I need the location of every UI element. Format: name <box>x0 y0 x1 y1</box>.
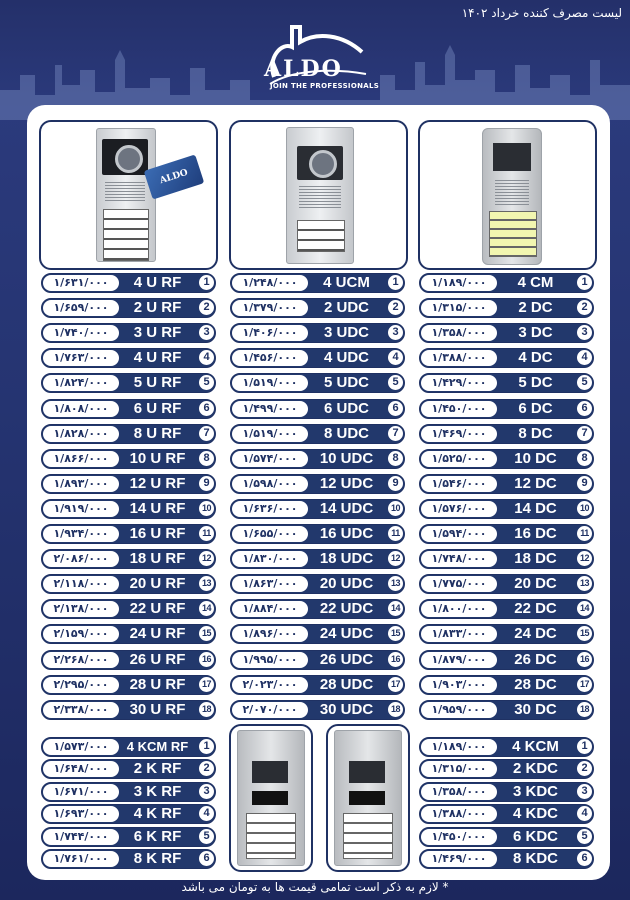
row-number: 9 <box>199 476 214 491</box>
price-value: ۱/۷۴۰/۰۰۰ <box>43 325 119 341</box>
price-row-dc <box>419 474 594 494</box>
price-value: ۱/۴۹۹/۰۰۰ <box>232 401 308 417</box>
price-value: ۱/۱۸۹/۰۰۰ <box>421 275 497 291</box>
price-value: ۲/۲۹۵/۰۰۰ <box>43 677 119 693</box>
row-number: 13 <box>388 576 403 591</box>
model-name: 16 UDC <box>319 525 374 542</box>
model-name: 30 DC <box>514 700 557 718</box>
price-row-dc <box>419 700 594 720</box>
price-value: ۱/۴۶۹/۰۰۰ <box>421 426 497 442</box>
price-row-urf <box>41 574 216 594</box>
price-value: ۱/۳۵۸/۰۰۰ <box>421 325 497 341</box>
price-row-dc <box>419 273 594 293</box>
price-value: ۱/۶۳۱/۰۰۰ <box>43 275 119 291</box>
model-name: 16 DC <box>514 525 557 542</box>
row-number: 13 <box>577 576 592 591</box>
price-row-kdc <box>419 759 594 779</box>
price-value: ۱/۸۳۳/۰۰۰ <box>421 626 497 642</box>
model-name: 6 DC <box>518 399 553 417</box>
price-row-urf <box>41 650 216 670</box>
price-value: ۱/۶۷۱/۰۰۰ <box>43 784 119 800</box>
price-value: ۱/۴۵۰/۰۰۰ <box>421 829 497 845</box>
model-name: 28 UDC <box>319 675 374 693</box>
price-row-dc <box>419 599 594 619</box>
row-number: 17 <box>199 677 214 692</box>
row-number: 16 <box>199 652 214 667</box>
price-value: ۱/۴۰۶/۰۰۰ <box>232 325 308 341</box>
model-name: 26 UDC <box>319 650 374 668</box>
price-row-dc <box>419 373 594 393</box>
row-number: 12 <box>577 551 592 566</box>
model-name: 22 DC <box>514 600 557 618</box>
row-number: 5 <box>577 375 592 390</box>
price-row-dc <box>419 574 594 594</box>
intercom-panel-graphic <box>482 128 542 265</box>
price-row-urf <box>41 399 216 419</box>
model-name: 2 UDC <box>323 299 369 317</box>
price-value: ۱/۷۶۳/۰۰۰ <box>43 350 119 366</box>
row-number: 2 <box>577 761 592 776</box>
price-value: ۱/۸۲۸/۰۰۰ <box>43 426 119 442</box>
model-name: 14 DC <box>514 499 557 517</box>
model-name: 4 DC <box>518 349 553 367</box>
price-value: ۱/۸۸۴/۰۰۰ <box>232 601 308 617</box>
price-row-udc <box>230 650 405 670</box>
price-value: ۱/۸۹۶/۰۰۰ <box>232 626 308 642</box>
row-number: 18 <box>577 702 592 717</box>
price-row-krf <box>41 849 216 869</box>
model-name: 4 KCM <box>512 738 559 755</box>
price-value: ۱/۹۳۴/۰۰۰ <box>43 526 119 542</box>
row-number: 3 <box>577 784 592 799</box>
model-name: 4 U RF <box>133 349 182 367</box>
model-name: 28 U RF <box>129 675 186 693</box>
row-number: 1 <box>199 275 214 290</box>
row-number: 7 <box>388 426 403 441</box>
price-value: ۱/۹۱۹/۰۰۰ <box>43 501 119 517</box>
row-number: 1 <box>577 739 592 754</box>
product-photo-urf <box>39 120 218 270</box>
model-name: 6 UDC <box>323 399 369 417</box>
model-name: 24 U RF <box>129 625 186 643</box>
price-row-dc <box>419 675 594 695</box>
model-name: 30 U RF <box>129 700 186 718</box>
price-row-dc <box>419 449 594 469</box>
price-value: ۱/۷۷۵/۰۰۰ <box>421 576 497 592</box>
row-number: 5 <box>388 375 403 390</box>
row-number: 3 <box>577 325 592 340</box>
price-value: ۲/۰۲۳/۰۰۰ <box>232 677 308 693</box>
row-number: 18 <box>388 702 403 717</box>
model-name: 20 DC <box>514 575 557 593</box>
row-number: 11 <box>577 526 592 541</box>
price-row-kdc <box>419 849 594 869</box>
model-name: 20 U RF <box>129 575 186 593</box>
price-value: ۱/۸۷۹/۰۰۰ <box>421 652 497 668</box>
row-number: 6 <box>577 401 592 416</box>
row-number: 4 <box>388 350 403 365</box>
model-name: 6 U RF <box>133 399 182 417</box>
price-value: ۲/۰۸۶/۰۰۰ <box>43 551 119 567</box>
row-number: 15 <box>199 626 214 641</box>
price-value: ۱/۳۱۵/۰۰۰ <box>421 300 497 316</box>
row-number: 8 <box>388 451 403 466</box>
price-row-udc <box>230 499 405 519</box>
price-row-udc <box>230 323 405 343</box>
row-number: 17 <box>577 677 592 692</box>
model-name: 20 UDC <box>319 575 374 593</box>
model-name: 4 KCM RF <box>126 739 189 754</box>
model-name: 12 UDC <box>319 474 374 492</box>
model-name: 8 U RF <box>133 424 182 442</box>
row-number: 12 <box>388 551 403 566</box>
model-name: 4 UDC <box>323 349 369 367</box>
price-row-kdc <box>419 737 594 757</box>
model-name: 4 UCM <box>323 274 370 291</box>
price-value: ۱/۸۳۰/۰۰۰ <box>232 551 308 567</box>
row-number: 11 <box>199 526 214 541</box>
row-number: 13 <box>199 576 214 591</box>
model-name: 24 UDC <box>319 625 374 643</box>
price-value: ۱/۸۹۳/۰۰۰ <box>43 476 119 492</box>
row-number: 16 <box>577 652 592 667</box>
model-name: 10 UDC <box>319 449 374 467</box>
model-name: 10 DC <box>514 449 557 467</box>
price-row-dc <box>419 650 594 670</box>
price-row-dc <box>419 399 594 419</box>
model-name: 10 U RF <box>129 449 186 467</box>
row-number: 5 <box>199 375 214 390</box>
price-value: ۱/۸۰۸/۰۰۰ <box>43 401 119 417</box>
price-value: ۲/۱۵۹/۰۰۰ <box>43 626 119 642</box>
price-row-urf <box>41 273 216 293</box>
model-name: 8 UDC <box>323 424 369 442</box>
price-row-udc <box>230 624 405 644</box>
price-value: ۲/۰۷۰/۰۰۰ <box>232 702 308 718</box>
price-value: ۱/۶۴۸/۰۰۰ <box>43 761 119 777</box>
row-number: 8 <box>577 451 592 466</box>
model-name: 14 U RF <box>129 499 186 517</box>
price-row-krf <box>41 759 216 779</box>
model-name: 4 U RF <box>133 274 182 291</box>
price-row-urf <box>41 373 216 393</box>
price-row-dc <box>419 624 594 644</box>
price-list-date-note: لیست مصرف کننده خرداد ۱۴۰۲ <box>461 6 622 20</box>
price-value: ۱/۷۴۴/۰۰۰ <box>43 829 119 845</box>
model-name: 18 DC <box>514 550 557 568</box>
row-number: 18 <box>199 702 214 717</box>
price-row-kdc <box>419 804 594 824</box>
price-value: ۱/۴۵۰/۰۰۰ <box>421 401 497 417</box>
price-value: ۱/۷۶۱/۰۰۰ <box>43 851 119 867</box>
model-name: 2 U RF <box>133 299 182 317</box>
price-value: ۱/۵۷۳/۰۰۰ <box>43 739 119 755</box>
row-number: 6 <box>388 401 403 416</box>
price-row-dc <box>419 348 594 368</box>
model-name: 2 DC <box>518 299 553 317</box>
price-row-udc <box>230 348 405 368</box>
price-row-urf <box>41 348 216 368</box>
model-name: 26 U RF <box>129 650 186 668</box>
price-value: ۱/۹۹۵/۰۰۰ <box>232 652 308 668</box>
row-number: 14 <box>199 601 214 616</box>
price-value: ۱/۹۰۳/۰۰۰ <box>421 677 497 693</box>
price-row-dc <box>419 549 594 569</box>
row-number: 10 <box>388 501 403 516</box>
row-number: 3 <box>199 325 214 340</box>
intercom-panel-graphic <box>96 128 156 262</box>
price-value: ۱/۵۱۹/۰۰۰ <box>232 426 308 442</box>
row-number: 6 <box>577 851 592 866</box>
row-number: 7 <box>199 426 214 441</box>
price-value: ۱/۴۲۹/۰۰۰ <box>421 375 497 391</box>
intercom-panel-graphic <box>237 730 305 866</box>
row-number: 1 <box>577 275 592 290</box>
price-row-urf <box>41 624 216 644</box>
price-row-udc <box>230 449 405 469</box>
row-number: 16 <box>388 652 403 667</box>
price-value: ۱/۵۲۵/۰۰۰ <box>421 451 497 467</box>
model-name: 18 U RF <box>129 550 186 568</box>
price-row-udc <box>230 675 405 695</box>
row-number: 10 <box>577 501 592 516</box>
price-row-udc <box>230 599 405 619</box>
intercom-panel-graphic <box>334 730 402 866</box>
price-row-udc <box>230 424 405 444</box>
product-photo-dc <box>418 120 597 270</box>
price-value: ۱/۱۸۹/۰۰۰ <box>421 739 497 755</box>
row-number: 17 <box>388 677 403 692</box>
price-row-urf <box>41 700 216 720</box>
price-row-udc <box>230 373 405 393</box>
price-value: ۱/۸۶۳/۰۰۰ <box>232 576 308 592</box>
row-number: 11 <box>388 526 403 541</box>
price-row-urf <box>41 449 216 469</box>
price-value: ۱/۴۵۶/۰۰۰ <box>232 350 308 366</box>
row-number: 4 <box>199 806 214 821</box>
price-row-udc <box>230 399 405 419</box>
model-name: 6 K RF <box>133 827 182 845</box>
model-name: 4 CM <box>517 274 554 291</box>
price-row-krf <box>41 804 216 824</box>
row-number: 2 <box>577 300 592 315</box>
row-number: 6 <box>199 401 214 416</box>
model-name: 4 K RF <box>133 805 182 823</box>
brand-name: ALDO <box>264 56 343 82</box>
row-number: 4 <box>577 350 592 365</box>
price-value: ۲/۱۳۸/۰۰۰ <box>43 601 119 617</box>
row-number: 2 <box>199 300 214 315</box>
price-row-dc <box>419 424 594 444</box>
price-row-urf <box>41 549 216 569</box>
row-number: 1 <box>388 275 403 290</box>
model-name: 3 K RF <box>133 782 182 800</box>
row-number: 8 <box>199 451 214 466</box>
price-value: ۱/۸۲۴/۰۰۰ <box>43 375 119 391</box>
model-name: 18 UDC <box>319 550 374 568</box>
price-value: ۱/۵۹۸/۰۰۰ <box>232 476 308 492</box>
price-row-urf <box>41 499 216 519</box>
product-photo-udc <box>229 120 408 270</box>
price-value: ۱/۳۷۹/۰۰۰ <box>232 300 308 316</box>
product-photo-kdc <box>326 724 410 872</box>
price-row-urf <box>41 424 216 444</box>
price-row-urf <box>41 524 216 544</box>
price-row-krf <box>41 737 216 757</box>
price-row-udc <box>230 574 405 594</box>
row-number: 4 <box>199 350 214 365</box>
price-value: ۱/۹۵۹/۰۰۰ <box>421 702 497 718</box>
price-value: ۱/۳۸۸/۰۰۰ <box>421 350 497 366</box>
model-name: 3 UDC <box>323 324 369 342</box>
model-name: 8 DC <box>518 424 553 442</box>
model-name: 3 KDC <box>512 782 558 800</box>
price-value: ۱/۵۷۶/۰۰۰ <box>421 501 497 517</box>
price-value: ۱/۴۶۹/۰۰۰ <box>421 851 497 867</box>
model-name: 28 DC <box>514 675 557 693</box>
price-row-dc <box>419 524 594 544</box>
price-value: ۱/۳۱۵/۰۰۰ <box>421 761 497 777</box>
price-value: ۱/۵۷۴/۰۰۰ <box>232 451 308 467</box>
price-row-udc <box>230 273 405 293</box>
row-number: 1 <box>199 739 214 754</box>
row-number: 9 <box>577 476 592 491</box>
model-name: 14 UDC <box>319 499 374 517</box>
price-row-urf <box>41 298 216 318</box>
rf-card-brand: ALDO <box>158 167 190 187</box>
price-value: ۱/۳۸۸/۰۰۰ <box>421 806 497 822</box>
row-number: 12 <box>199 551 214 566</box>
model-name: 3 DC <box>518 324 553 342</box>
model-name: 2 KDC <box>512 760 558 778</box>
price-row-urf <box>41 323 216 343</box>
price-row-krf <box>41 782 216 802</box>
row-number: 10 <box>199 501 214 516</box>
price-row-kdc <box>419 827 594 847</box>
price-value: ۱/۸۰۰/۰۰۰ <box>421 601 497 617</box>
row-number: 15 <box>577 626 592 641</box>
price-row-urf <box>41 599 216 619</box>
model-name: 16 U RF <box>129 525 186 542</box>
row-number: 2 <box>388 300 403 315</box>
price-value: ۲/۲۶۸/۰۰۰ <box>43 652 119 668</box>
model-name: 5 UDC <box>323 374 369 392</box>
model-name: 30 UDC <box>319 700 374 718</box>
model-name: 4 KDC <box>512 805 558 823</box>
price-value: ۲/۳۳۸/۰۰۰ <box>43 702 119 718</box>
model-name: 22 U RF <box>129 600 186 618</box>
price-value: ۱/۵۱۹/۰۰۰ <box>232 375 308 391</box>
price-row-urf <box>41 675 216 695</box>
price-value: ۱/۷۴۸/۰۰۰ <box>421 551 497 567</box>
brand-tagline: JOIN THE PROFESSIONALS <box>270 82 380 90</box>
price-row-urf <box>41 474 216 494</box>
price-value: ۱/۵۴۶/۰۰۰ <box>421 476 497 492</box>
model-name: 5 U RF <box>133 374 182 392</box>
row-number: 7 <box>577 426 592 441</box>
price-row-udc <box>230 298 405 318</box>
price-row-dc <box>419 323 594 343</box>
price-value: ۱/۳۵۸/۰۰۰ <box>421 784 497 800</box>
row-number: 3 <box>199 784 214 799</box>
model-name: 26 DC <box>514 650 557 668</box>
row-number: 5 <box>577 829 592 844</box>
price-row-udc <box>230 524 405 544</box>
intercom-panel-graphic <box>286 127 354 264</box>
price-row-dc <box>419 298 594 318</box>
row-number: 3 <box>388 325 403 340</box>
row-number: 2 <box>199 761 214 776</box>
row-number: 9 <box>388 476 403 491</box>
price-value: ۱/۶۹۳/۰۰۰ <box>43 806 119 822</box>
model-name: 12 U RF <box>129 474 186 492</box>
price-row-udc <box>230 474 405 494</box>
model-name: 12 DC <box>514 474 557 492</box>
price-value: ۲/۱۱۸/۰۰۰ <box>43 576 119 592</box>
row-number: 4 <box>577 806 592 821</box>
price-row-krf <box>41 827 216 847</box>
row-number: 15 <box>388 626 403 641</box>
model-name: 2 K RF <box>133 760 182 778</box>
price-value: ۱/۶۵۵/۰۰۰ <box>232 526 308 542</box>
model-name: 8 KDC <box>512 850 558 867</box>
product-photo-krf <box>229 724 313 872</box>
price-value: ۱/۲۴۸/۰۰۰ <box>232 275 308 291</box>
price-value: ۱/۸۶۶/۰۰۰ <box>43 451 119 467</box>
row-number: 6 <box>199 851 214 866</box>
price-value: ۱/۶۳۶/۰۰۰ <box>232 501 308 517</box>
row-number: 5 <box>199 829 214 844</box>
price-value: ۱/۶۵۹/۰۰۰ <box>43 300 119 316</box>
price-row-udc <box>230 700 405 720</box>
footer-note: * لازم به ذکر است تمامی قیمت ها به تومان می باشد <box>181 880 449 894</box>
model-name: 8 K RF <box>133 850 182 867</box>
model-name: 5 DC <box>518 374 553 392</box>
model-name: 3 U RF <box>133 324 182 342</box>
model-name: 6 KDC <box>512 827 558 845</box>
row-number: 14 <box>388 601 403 616</box>
price-row-dc <box>419 499 594 519</box>
price-row-udc <box>230 549 405 569</box>
model-name: 24 DC <box>514 625 557 643</box>
row-number: 14 <box>577 601 592 616</box>
model-name: 22 UDC <box>319 600 374 618</box>
price-row-kdc <box>419 782 594 802</box>
price-value: ۱/۵۹۴/۰۰۰ <box>421 526 497 542</box>
